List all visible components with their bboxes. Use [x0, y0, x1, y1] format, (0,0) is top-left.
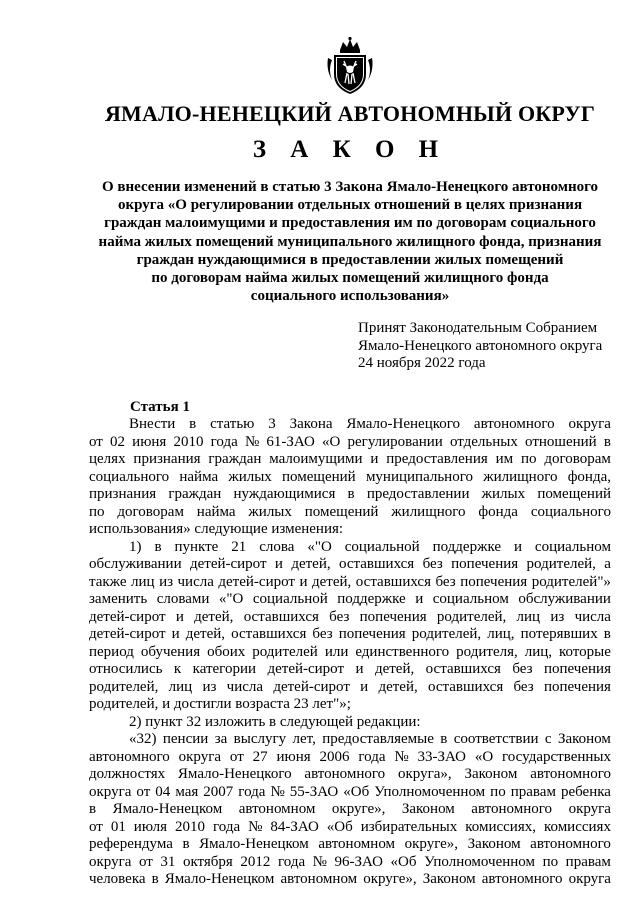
body-line: использования» следующие изменения: [89, 521, 344, 537]
body-line: родителей, и достигли возраста 23 лет"»; [89, 696, 351, 712]
coat-of-arms-icon [324, 36, 376, 96]
body-line: целях признания граждан малоимущими и предоставления им по договорам [89, 451, 611, 467]
body-line: автономного округа от 27 июня 2006 года № 33-ЗАО «О государственных [89, 748, 611, 765]
body-line: округа от 04 мая 2007 года № 55-ЗАО «Об Уполномоченном по правам ребенка [89, 783, 611, 800]
article-body [89, 416, 611, 889]
law-title-line: по договорам найма жилых помещений жилищного фонда [151, 270, 549, 287]
body-line: обслуживании детей-сирот и детей, оставшихся без попечения родителей, а [89, 556, 611, 572]
body-line: должностях Ямало-Ненецкого автономного округа», Законом автономного [89, 766, 611, 782]
adoption-line: Ямало-Ненецкого автономного округа [358, 337, 603, 354]
body-line: детей-сирот и детей, оставшихся без попечения родителей, лиц, потерявших в [89, 626, 611, 642]
body-line: «32) пенсии за выслугу лет, предоставляемые в соответствии с Законом [129, 731, 611, 747]
law-title-line: граждан нуждающимися в предоставлении жилых помещений [136, 251, 564, 268]
body-line: родителей, лиц из числа детей-сирот и детей, оставшихся без попечения [89, 678, 611, 695]
body-line: округа от 31 октября 2012 года № 96-ЗАО «Об Уполномоченном по правам [89, 853, 611, 870]
body-line: 2) пункт 32 изложить в следующей редакции: [129, 713, 421, 730]
body-line: социального найма жилых помещений муниципального жилищного фонда, [89, 468, 611, 485]
law-title-line: социального использования» [250, 288, 450, 305]
law-title-line: округа «О регулировании отдельных отношений в целях признания [117, 197, 583, 214]
body-line: относились к категории детей-сирот и детей, оставшихся без попечения [89, 661, 611, 677]
law-title-line: найма жилых помещений муниципального жилищного фонда, признания [98, 233, 602, 250]
body-line: по договорам найма жилых помещений жилищного фонда социального [89, 503, 611, 520]
body-line: также лиц из числа детей-сирот и детей, оставшихся без попечения родителей"» [89, 573, 611, 590]
law-title-line: О внесении изменений в статью 3 Закона Ямало-Ненецкого автономного [101, 179, 599, 195]
body-line: детей-сирот и детей, оставшихся без попечения родителей, лиц из числа [89, 608, 611, 625]
body-line: период обучения обоих родителей или единственного родителя, лиц, которые [89, 643, 611, 660]
body-line: признания граждан нуждающимися в предоставлении жилых помещений [89, 486, 611, 502]
adoption-line: Принят Законодательным Собранием [358, 320, 598, 336]
body-line: в Ямало-Ненецком автономном округе», Законом автономного округа [89, 801, 611, 817]
body-line: от 02 июня 2010 года № 61-ЗАО «О регулировании отдельных отношений в [89, 433, 611, 450]
body-line: Внести в статью 3 Закона Ямало-Ненецкого автономного округа [129, 416, 611, 432]
body-line: заменить словами «"О социальной поддержке и социальном обслуживании [89, 591, 611, 607]
body-line: 1) в пункте 21 слова «"О социальной поддержке и социальном [129, 538, 611, 555]
article-heading: Статья 1 [130, 399, 190, 415]
adoption-info [358, 320, 602, 373]
law-title-line: граждан малоимущими и предоставления им по договорам социального [104, 215, 596, 232]
document-type: З А К О Н [252, 136, 448, 163]
body-line: человека в Ямало-Ненецком автономном округе», Законом автономного округа [89, 871, 611, 887]
adoption-date: 24 ноября 2022 года [358, 355, 486, 371]
law-title [90, 178, 610, 305]
region-title: ЯМАЛО-НЕНЕЦКИЙ АВТОНОМНЫЙ ОКРУГ [104, 101, 596, 126]
body-line: референдума в Ямало-Ненецком автономном округе», Законом автономного [89, 836, 611, 852]
body-line: от 01 июля 2010 года № 84-ЗАО «Об избирательных комиссиях, комиссиях [89, 818, 611, 835]
